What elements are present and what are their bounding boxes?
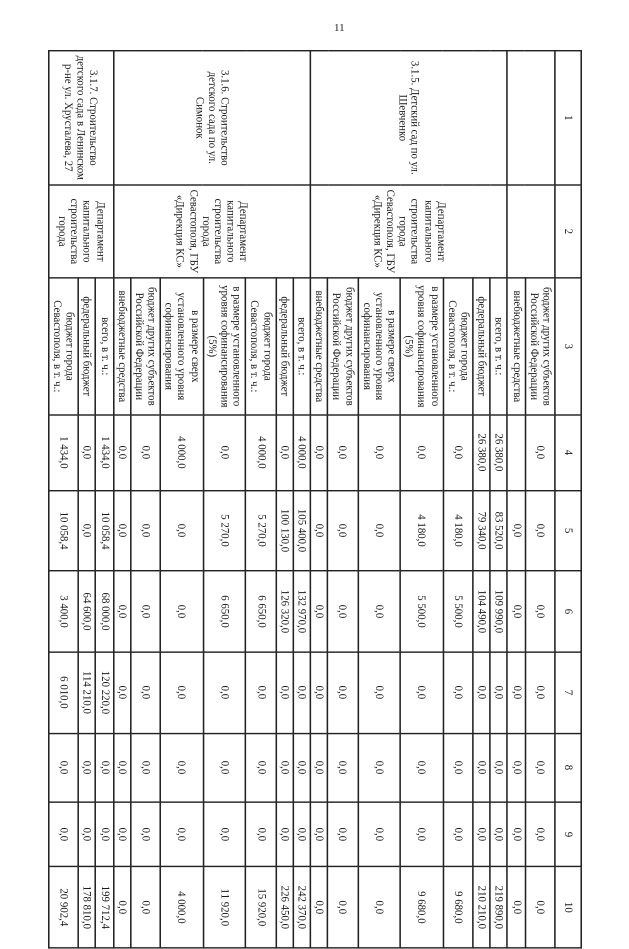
value-cell: 0,0: [310, 867, 327, 948]
value-cell: 242 370,0: [293, 867, 310, 948]
funding-source-cell: всего, в т. ч.:: [96, 278, 113, 415]
value-cell: 0,0: [160, 652, 203, 733]
funding-source-cell: внебюджетные средства: [508, 278, 525, 415]
value-cell: 0,0: [358, 415, 401, 490]
value-cell: 0,0: [310, 733, 327, 802]
value-cell: 0,0: [490, 733, 507, 802]
value-cell: 0,0: [328, 490, 358, 571]
object-name-cell: 3.1.5. Детский сад по ул. Шевченко: [310, 51, 507, 185]
value-cell: 0,0: [328, 415, 358, 490]
funding-source-cell: бюджет других субъектов Российской Федерации: [328, 278, 358, 415]
value-cell: 0,0: [525, 802, 555, 867]
value-cell: 0,0: [113, 571, 130, 652]
value-cell: 0,0: [276, 802, 293, 867]
table-row: [525, 51, 555, 948]
object-name-cell: 3.1.7. Строительство детского сада в Ленинском р-не ул. Хрусталева, 27: [48, 51, 113, 185]
value-cell: 0,0: [358, 571, 401, 652]
budget-table: [48, 50, 582, 949]
value-cell: 0,0: [358, 733, 401, 802]
value-cell: 0,0: [203, 652, 246, 733]
funding-source-cell: в размере установленного уровня софинансирования (5%): [203, 278, 246, 415]
value-cell: 0,0: [113, 802, 130, 867]
value-cell: 0,0: [443, 415, 473, 490]
value-cell: 0,0: [525, 571, 555, 652]
value-cell: 210 210,0: [473, 867, 490, 948]
column-header-2: 2: [555, 185, 581, 278]
value-cell: 0,0: [246, 652, 276, 733]
value-cell: 0,0: [400, 415, 443, 490]
value-cell: 0,0: [525, 490, 555, 571]
value-cell: 0,0: [328, 652, 358, 733]
value-cell: 0,0: [328, 733, 358, 802]
value-cell: 100 130,0: [276, 490, 293, 571]
funding-source-cell: в размере установленного уровня софинансирования (5%): [400, 278, 443, 415]
value-cell: 0,0: [96, 733, 113, 802]
value-cell: 178 810,0: [78, 867, 95, 948]
value-cell: 5 270,0: [246, 490, 276, 571]
value-cell: 105 400,0: [293, 490, 310, 571]
value-cell: 0,0: [328, 571, 358, 652]
column-header-4: 4: [555, 415, 581, 490]
column-header-9: 9: [555, 802, 581, 867]
object-name-cell: 3.1.6. Строительство детского сада по ул. Симонок: [113, 51, 310, 185]
value-cell: 68 000,0: [96, 571, 113, 652]
value-cell: 0,0: [400, 802, 443, 867]
value-cell: 0,0: [525, 733, 555, 802]
value-cell: 4 000,0: [160, 867, 203, 948]
value-cell: 15 920,0: [246, 867, 276, 948]
funding-source-cell: бюджет города Севастополя, в т. ч.:: [443, 278, 473, 415]
value-cell: 0,0: [130, 867, 160, 948]
funding-source-cell: внебюджетные средства: [310, 278, 327, 415]
value-cell: 0,0: [113, 733, 130, 802]
table-row: [293, 51, 310, 948]
value-cell: 0,0: [130, 733, 160, 802]
value-cell: 83 520,0: [490, 490, 507, 571]
funding-source-cell: внебюджетные средства: [113, 278, 130, 415]
value-cell: 10 058,4: [96, 490, 113, 571]
value-cell: 219 890,0: [490, 867, 507, 948]
column-header-6: 6: [555, 571, 581, 652]
value-cell: 0,0: [358, 490, 401, 571]
value-cell: 5 500,0: [400, 571, 443, 652]
funding-source-cell: бюджет других субъектов Российской Федерации: [130, 278, 160, 415]
funding-source-cell: федеральный бюджет: [78, 278, 95, 415]
funding-source-cell: бюджет города Севастополя, в т. ч.:: [246, 278, 276, 415]
value-cell: 1 434,0: [48, 415, 78, 490]
value-cell: 0,0: [525, 415, 555, 490]
value-cell: 0,0: [508, 571, 525, 652]
value-cell: 0,0: [508, 733, 525, 802]
value-cell: 0,0: [203, 415, 246, 490]
value-cell: 9 680,0: [443, 867, 473, 948]
column-header-10: 10: [555, 867, 581, 948]
value-cell: 199 712,4: [96, 867, 113, 948]
value-cell: 3 400,0: [48, 571, 78, 652]
table-row: [490, 51, 507, 948]
value-cell: 5 500,0: [443, 571, 473, 652]
funding-source-cell: всего, в т. ч.:: [490, 278, 507, 415]
value-cell: 0,0: [276, 415, 293, 490]
value-cell: 0,0: [130, 571, 160, 652]
value-cell: 26 380,0: [490, 415, 507, 490]
object-name-cell: [508, 51, 555, 185]
value-cell: 0,0: [113, 867, 130, 948]
column-header-5: 5: [555, 490, 581, 571]
page-number: 11: [334, 22, 345, 34]
value-cell: 0,0: [160, 802, 203, 867]
value-cell: 0,0: [293, 802, 310, 867]
value-cell: 0,0: [328, 867, 358, 948]
value-cell: 109 990,0: [490, 571, 507, 652]
rotated-table-wrapper: [48, 50, 582, 949]
value-cell: 4 180,0: [443, 490, 473, 571]
value-cell: 0,0: [78, 802, 95, 867]
value-cell: 1 434,0: [96, 415, 113, 490]
value-cell: 0,0: [78, 733, 95, 802]
value-cell: 0,0: [508, 802, 525, 867]
value-cell: 0,0: [276, 733, 293, 802]
value-cell: 0,0: [130, 415, 160, 490]
value-cell: 79 340,0: [473, 490, 490, 571]
value-cell: 0,0: [113, 490, 130, 571]
value-cell: 0,0: [96, 802, 113, 867]
value-cell: 0,0: [310, 802, 327, 867]
value-cell: 0,0: [160, 490, 203, 571]
value-cell: 0,0: [490, 652, 507, 733]
value-cell: 0,0: [443, 733, 473, 802]
value-cell: 0,0: [358, 867, 401, 948]
value-cell: 126 320,0: [276, 571, 293, 652]
value-cell: 0,0: [310, 415, 327, 490]
value-cell: 0,0: [310, 652, 327, 733]
value-cell: 132 970,0: [293, 571, 310, 652]
value-cell: 0,0: [508, 652, 525, 733]
value-cell: 114 210,0: [78, 652, 95, 733]
value-cell: 0,0: [525, 867, 555, 948]
column-header-1: 1: [555, 51, 581, 185]
executor-cell: [508, 185, 555, 278]
value-cell: 0,0: [160, 733, 203, 802]
value-cell: 0,0: [328, 802, 358, 867]
value-cell: 0,0: [113, 415, 130, 490]
value-cell: 0,0: [78, 490, 95, 571]
value-cell: 0,0: [113, 652, 130, 733]
header-row: [555, 51, 581, 948]
value-cell: 4 000,0: [293, 415, 310, 490]
funding-source-cell: всего, в т. ч.:: [293, 278, 310, 415]
value-cell: 0,0: [358, 802, 401, 867]
value-cell: 120 220,0: [96, 652, 113, 733]
value-cell: 0,0: [400, 652, 443, 733]
value-cell: 0,0: [443, 652, 473, 733]
value-cell: 0,0: [160, 571, 203, 652]
executor-cell: Департамент капитального строительства города Севастополя, ГБУ «Дирекция КС»: [113, 185, 310, 278]
value-cell: 6 650,0: [203, 571, 246, 652]
value-cell: 4 000,0: [160, 415, 203, 490]
value-cell: 0,0: [310, 571, 327, 652]
value-cell: 0,0: [246, 802, 276, 867]
column-header-3: 3: [555, 278, 581, 415]
value-cell: 0,0: [443, 802, 473, 867]
funding-source-cell: в размере сверх установленного уровня софинансирования: [358, 278, 401, 415]
value-cell: 0,0: [400, 733, 443, 802]
value-cell: 0,0: [246, 733, 276, 802]
executor-cell: Департамент капитального строительства города: [48, 185, 113, 278]
value-cell: 0,0: [130, 490, 160, 571]
value-cell: 0,0: [473, 733, 490, 802]
value-cell: 0,0: [525, 652, 555, 733]
value-cell: 0,0: [310, 490, 327, 571]
executor-cell: Департамент капитального строительства города Севастополя, ГБУ «Дирекция КС»: [310, 185, 507, 278]
value-cell: 6 010,0: [48, 652, 78, 733]
value-cell: 0,0: [490, 802, 507, 867]
value-cell: 0,0: [48, 733, 78, 802]
table-row: [96, 51, 113, 948]
value-cell: 0,0: [276, 652, 293, 733]
funding-source-cell: бюджет города Севастополя, в т. ч.:: [48, 278, 78, 415]
value-cell: [508, 415, 525, 490]
funding-source-cell: федеральный бюджет: [276, 278, 293, 415]
value-cell: 226 450,0: [276, 867, 293, 948]
value-cell: 0,0: [358, 652, 401, 733]
value-cell: 5 270,0: [203, 490, 246, 571]
funding-source-cell: в размере сверх установленного уровня софинансирования: [160, 278, 203, 415]
value-cell: 11 920,0: [203, 867, 246, 948]
value-cell: 0,0: [130, 802, 160, 867]
column-header-8: 8: [555, 733, 581, 802]
value-cell: 0,0: [203, 733, 246, 802]
value-cell: 0,0: [293, 733, 310, 802]
value-cell: 0,0: [48, 802, 78, 867]
value-cell: 26 380,0: [473, 415, 490, 490]
column-header-7: 7: [555, 652, 581, 733]
value-cell: 9 680,0: [400, 867, 443, 948]
value-cell: 20 902,4: [48, 867, 78, 948]
value-cell: 4 000,0: [246, 415, 276, 490]
value-cell: 0,0: [203, 802, 246, 867]
value-cell: 6 650,0: [246, 571, 276, 652]
value-cell: 0,0: [130, 652, 160, 733]
value-cell: 0,0: [78, 415, 95, 490]
value-cell: 104 490,0: [473, 571, 490, 652]
value-cell: 0,0: [508, 490, 525, 571]
value-cell: 0,0: [473, 652, 490, 733]
funding-source-cell: бюджет других субъектов Российской Федерации: [525, 278, 555, 415]
value-cell: 4 180,0: [400, 490, 443, 571]
value-cell: 0,0: [508, 867, 525, 948]
value-cell: 64 600,0: [78, 571, 95, 652]
funding-source-cell: федеральный бюджет: [473, 278, 490, 415]
value-cell: 0,0: [293, 652, 310, 733]
value-cell: 10 058,4: [48, 490, 78, 571]
value-cell: 0,0: [473, 802, 490, 867]
